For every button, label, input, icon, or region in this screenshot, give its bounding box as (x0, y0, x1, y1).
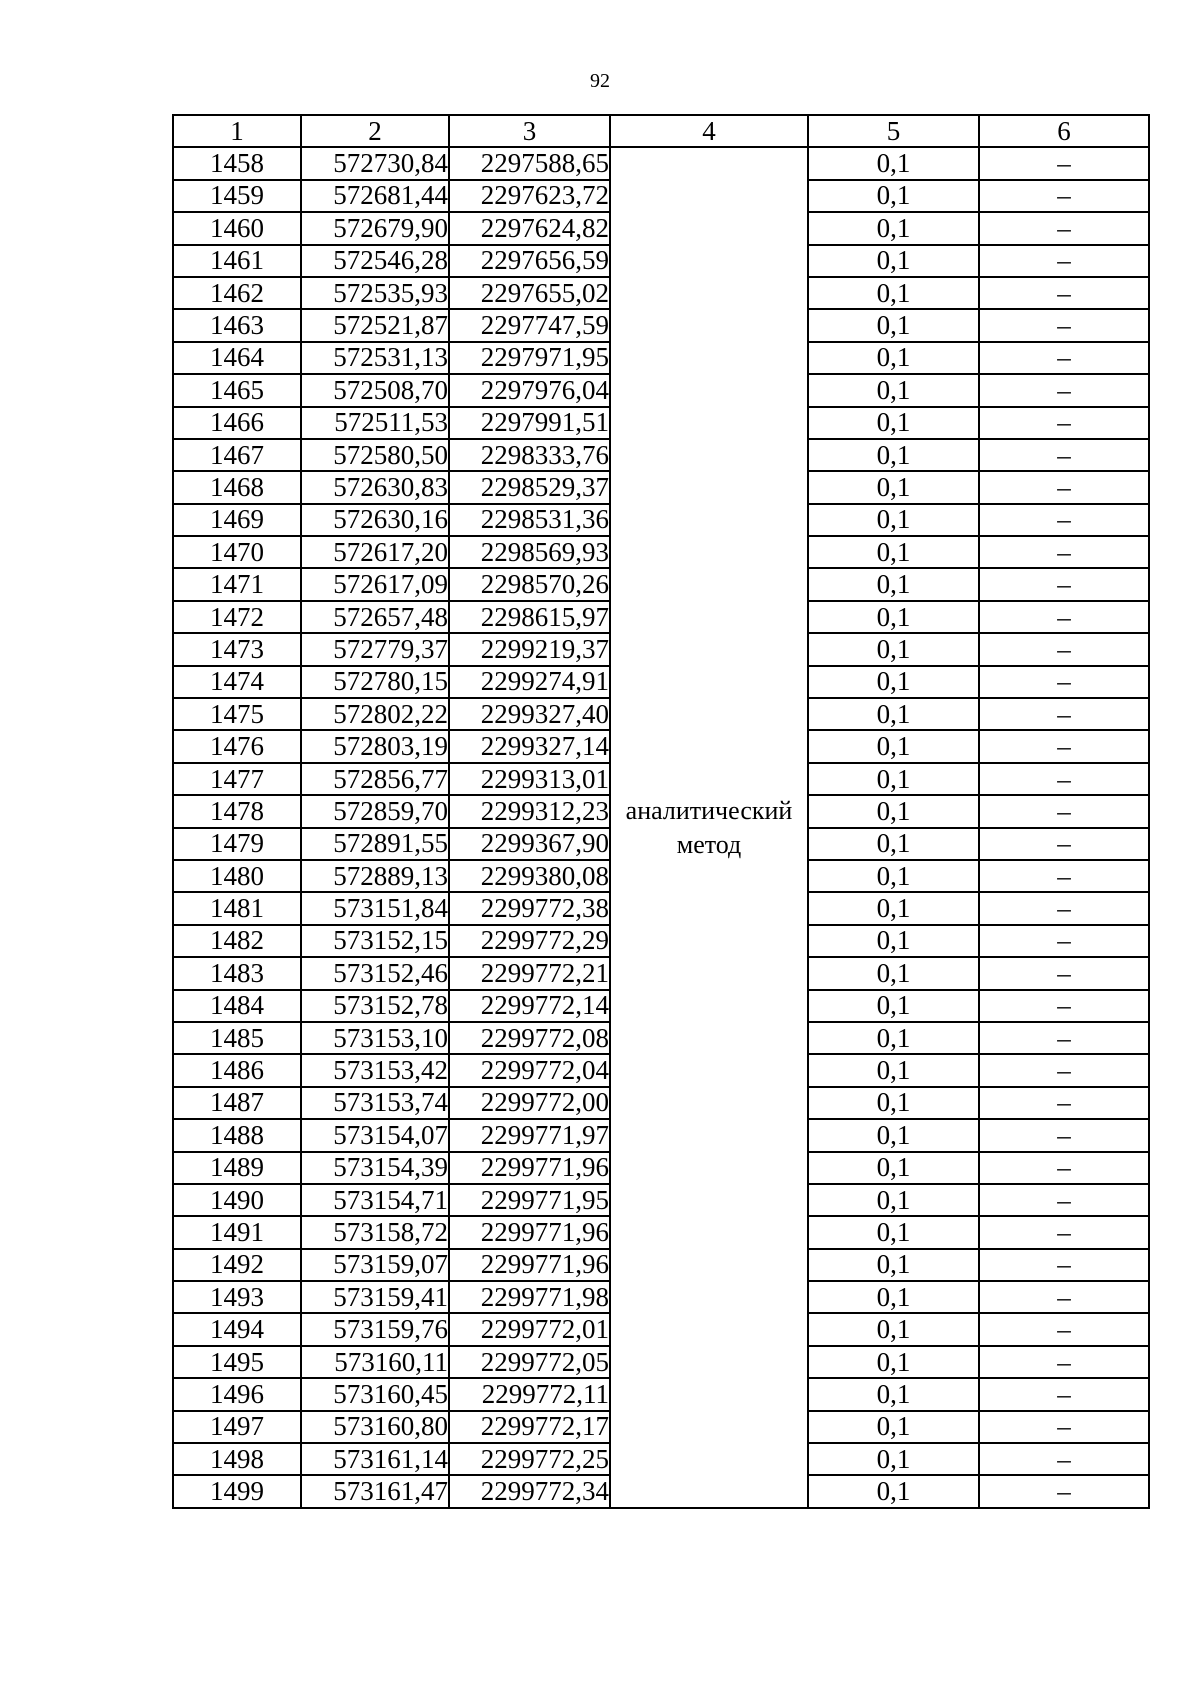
description-cell: – (979, 1022, 1149, 1054)
coordinates-table (172, 114, 1150, 1509)
y-coordinate-cell: 2299327,40 (449, 698, 610, 730)
accuracy-cell: 0,1 (808, 990, 979, 1022)
x-coordinate-cell: 573152,78 (301, 990, 449, 1022)
y-coordinate-cell: 2297976,04 (449, 374, 610, 406)
accuracy-cell: 0,1 (808, 1411, 979, 1443)
y-coordinate-cell: 2298531,36 (449, 504, 610, 536)
accuracy-cell: 0,1 (808, 633, 979, 665)
y-coordinate-cell: 2297623,72 (449, 180, 610, 212)
table-row (173, 147, 1149, 179)
description-cell: – (979, 1054, 1149, 1086)
x-coordinate-cell: 573152,15 (301, 925, 449, 957)
y-coordinate-cell: 2297656,59 (449, 245, 610, 277)
x-coordinate-cell: 572891,55 (301, 828, 449, 860)
description-cell: – (979, 828, 1149, 860)
x-coordinate-cell: 573160,80 (301, 1411, 449, 1443)
point-number-cell: 1497 (173, 1411, 301, 1443)
page-number: 92 (590, 70, 610, 92)
table-body (173, 147, 1149, 1507)
accuracy-cell: 0,1 (808, 1443, 979, 1475)
accuracy-cell: 0,1 (808, 180, 979, 212)
point-number-cell: 1478 (173, 795, 301, 827)
description-cell: – (979, 245, 1149, 277)
x-coordinate-cell: 572580,50 (301, 439, 449, 471)
description-cell: – (979, 957, 1149, 989)
accuracy-cell: 0,1 (808, 698, 979, 730)
x-coordinate-cell: 573160,11 (301, 1346, 449, 1378)
y-coordinate-cell: 2299772,01 (449, 1313, 610, 1345)
description-cell: – (979, 730, 1149, 762)
x-coordinate-cell: 572679,90 (301, 212, 449, 244)
x-coordinate-cell: 573154,71 (301, 1184, 449, 1216)
point-number-cell: 1482 (173, 925, 301, 957)
point-number-cell: 1460 (173, 212, 301, 244)
point-number-cell: 1458 (173, 147, 301, 179)
accuracy-cell: 0,1 (808, 504, 979, 536)
description-cell: – (979, 601, 1149, 633)
point-number-cell: 1492 (173, 1249, 301, 1281)
y-coordinate-cell: 2299274,91 (449, 666, 610, 698)
description-cell: – (979, 1216, 1149, 1248)
header-col-1: 1 (173, 115, 301, 147)
y-coordinate-cell: 2299312,23 (449, 795, 610, 827)
method-text-line-1: аналитический (625, 795, 793, 825)
x-coordinate-cell: 573159,07 (301, 1249, 449, 1281)
x-coordinate-cell: 573161,14 (301, 1443, 449, 1475)
x-coordinate-cell: 572859,70 (301, 795, 449, 827)
y-coordinate-cell: 2299772,11 (449, 1378, 610, 1410)
y-coordinate-cell: 2297588,65 (449, 147, 610, 179)
x-coordinate-cell: 572802,22 (301, 698, 449, 730)
y-coordinate-cell: 2299772,17 (449, 1411, 610, 1443)
header-col-5: 5 (808, 115, 979, 147)
point-number-cell: 1470 (173, 536, 301, 568)
point-number-cell: 1471 (173, 568, 301, 600)
y-coordinate-cell: 2297624,82 (449, 212, 610, 244)
accuracy-cell: 0,1 (808, 892, 979, 924)
accuracy-cell: 0,1 (808, 309, 979, 341)
accuracy-cell: 0,1 (808, 1152, 979, 1184)
y-coordinate-cell: 2299772,05 (449, 1346, 610, 1378)
accuracy-cell: 0,1 (808, 860, 979, 892)
accuracy-cell: 0,1 (808, 342, 979, 374)
x-coordinate-cell: 572531,13 (301, 342, 449, 374)
y-coordinate-cell: 2299772,25 (449, 1443, 610, 1475)
y-coordinate-cell: 2299219,37 (449, 633, 610, 665)
x-coordinate-cell: 573160,45 (301, 1378, 449, 1410)
description-cell: – (979, 504, 1149, 536)
accuracy-cell: 0,1 (808, 1249, 979, 1281)
description-cell: – (979, 1249, 1149, 1281)
description-cell: – (979, 633, 1149, 665)
y-coordinate-cell: 2299771,95 (449, 1184, 610, 1216)
x-coordinate-cell: 572508,70 (301, 374, 449, 406)
point-number-cell: 1496 (173, 1378, 301, 1410)
y-coordinate-cell: 2299771,96 (449, 1249, 610, 1281)
accuracy-cell: 0,1 (808, 1054, 979, 1086)
x-coordinate-cell: 573152,46 (301, 957, 449, 989)
x-coordinate-cell: 573159,41 (301, 1281, 449, 1313)
description-cell: – (979, 309, 1149, 341)
accuracy-cell: 0,1 (808, 795, 979, 827)
accuracy-cell: 0,1 (808, 1313, 979, 1345)
description-cell: – (979, 439, 1149, 471)
description-cell: – (979, 374, 1149, 406)
y-coordinate-cell: 2298333,76 (449, 439, 610, 471)
x-coordinate-cell: 573154,39 (301, 1152, 449, 1184)
point-number-cell: 1472 (173, 601, 301, 633)
point-number-cell: 1466 (173, 407, 301, 439)
method-cell (610, 147, 808, 1507)
point-number-cell: 1468 (173, 471, 301, 503)
accuracy-cell: 0,1 (808, 407, 979, 439)
y-coordinate-cell: 2298570,26 (449, 568, 610, 600)
accuracy-cell: 0,1 (808, 957, 979, 989)
x-coordinate-cell: 573158,72 (301, 1216, 449, 1248)
point-number-cell: 1479 (173, 828, 301, 860)
y-coordinate-cell: 2297991,51 (449, 407, 610, 439)
description-cell: – (979, 763, 1149, 795)
description-cell: – (979, 1152, 1149, 1184)
accuracy-cell: 0,1 (808, 666, 979, 698)
description-cell: – (979, 1475, 1149, 1507)
description-cell: – (979, 180, 1149, 212)
y-coordinate-cell: 2299771,97 (449, 1119, 610, 1151)
x-coordinate-cell: 572630,16 (301, 504, 449, 536)
description-cell: – (979, 1411, 1149, 1443)
x-coordinate-cell: 572681,44 (301, 180, 449, 212)
description-cell: – (979, 1313, 1149, 1345)
point-number-cell: 1483 (173, 957, 301, 989)
x-coordinate-cell: 572546,28 (301, 245, 449, 277)
x-coordinate-cell: 573151,84 (301, 892, 449, 924)
description-cell: – (979, 342, 1149, 374)
x-coordinate-cell: 572535,93 (301, 277, 449, 309)
accuracy-cell: 0,1 (808, 1216, 979, 1248)
point-number-cell: 1469 (173, 504, 301, 536)
x-coordinate-cell: 572856,77 (301, 763, 449, 795)
point-number-cell: 1480 (173, 860, 301, 892)
y-coordinate-cell: 2299772,00 (449, 1087, 610, 1119)
x-coordinate-cell: 573154,07 (301, 1119, 449, 1151)
accuracy-cell: 0,1 (808, 763, 979, 795)
y-coordinate-cell: 2299327,14 (449, 730, 610, 762)
y-coordinate-cell: 2297655,02 (449, 277, 610, 309)
table-header-row (173, 115, 1149, 147)
y-coordinate-cell: 2298569,93 (449, 536, 610, 568)
description-cell: – (979, 536, 1149, 568)
accuracy-cell: 0,1 (808, 277, 979, 309)
point-number-cell: 1498 (173, 1443, 301, 1475)
x-coordinate-cell: 572730,84 (301, 147, 449, 179)
accuracy-cell: 0,1 (808, 1184, 979, 1216)
description-cell: – (979, 568, 1149, 600)
point-number-cell: 1484 (173, 990, 301, 1022)
description-cell: – (979, 892, 1149, 924)
accuracy-cell: 0,1 (808, 568, 979, 600)
x-coordinate-cell: 573159,76 (301, 1313, 449, 1345)
y-coordinate-cell: 2299771,96 (449, 1216, 610, 1248)
y-coordinate-cell: 2299771,96 (449, 1152, 610, 1184)
point-number-cell: 1493 (173, 1281, 301, 1313)
point-number-cell: 1487 (173, 1087, 301, 1119)
accuracy-cell: 0,1 (808, 925, 979, 957)
point-number-cell: 1489 (173, 1152, 301, 1184)
accuracy-cell: 0,1 (808, 730, 979, 762)
x-coordinate-cell: 572657,48 (301, 601, 449, 633)
x-coordinate-cell: 572511,53 (301, 407, 449, 439)
point-number-cell: 1467 (173, 439, 301, 471)
y-coordinate-cell: 2298615,97 (449, 601, 610, 633)
description-cell: – (979, 1184, 1149, 1216)
description-cell: – (979, 1281, 1149, 1313)
y-coordinate-cell: 2298529,37 (449, 471, 610, 503)
x-coordinate-cell: 572889,13 (301, 860, 449, 892)
y-coordinate-cell: 2299772,21 (449, 957, 610, 989)
point-number-cell: 1486 (173, 1054, 301, 1086)
y-coordinate-cell: 2297747,59 (449, 309, 610, 341)
description-cell: – (979, 212, 1149, 244)
point-number-cell: 1490 (173, 1184, 301, 1216)
description-cell: – (979, 147, 1149, 179)
point-number-cell: 1459 (173, 180, 301, 212)
y-coordinate-cell: 2299380,08 (449, 860, 610, 892)
y-coordinate-cell: 2299772,29 (449, 925, 610, 957)
point-number-cell: 1463 (173, 309, 301, 341)
point-number-cell: 1465 (173, 374, 301, 406)
x-coordinate-cell: 572780,15 (301, 666, 449, 698)
description-cell: – (979, 1378, 1149, 1410)
point-number-cell: 1477 (173, 763, 301, 795)
accuracy-cell: 0,1 (808, 536, 979, 568)
accuracy-cell: 0,1 (808, 471, 979, 503)
x-coordinate-cell: 572779,37 (301, 633, 449, 665)
point-number-cell: 1474 (173, 666, 301, 698)
description-cell: – (979, 990, 1149, 1022)
accuracy-cell: 0,1 (808, 212, 979, 244)
x-coordinate-cell: 573153,10 (301, 1022, 449, 1054)
accuracy-cell: 0,1 (808, 245, 979, 277)
header-col-3: 3 (449, 115, 610, 147)
header-col-6: 6 (979, 115, 1149, 147)
x-coordinate-cell: 573161,47 (301, 1475, 449, 1507)
x-coordinate-cell: 573153,74 (301, 1087, 449, 1119)
description-cell: – (979, 860, 1149, 892)
header-col-4: 4 (610, 115, 808, 147)
accuracy-cell: 0,1 (808, 439, 979, 471)
accuracy-cell: 0,1 (808, 374, 979, 406)
y-coordinate-cell: 2299367,90 (449, 828, 610, 860)
x-coordinate-cell: 572617,20 (301, 536, 449, 568)
point-number-cell: 1481 (173, 892, 301, 924)
description-cell: – (979, 925, 1149, 957)
accuracy-cell: 0,1 (808, 828, 979, 860)
y-coordinate-cell: 2299771,98 (449, 1281, 610, 1313)
point-number-cell: 1499 (173, 1475, 301, 1507)
accuracy-cell: 0,1 (808, 1346, 979, 1378)
point-number-cell: 1473 (173, 633, 301, 665)
accuracy-cell: 0,1 (808, 1022, 979, 1054)
description-cell: – (979, 471, 1149, 503)
description-cell: – (979, 795, 1149, 827)
point-number-cell: 1476 (173, 730, 301, 762)
description-cell: – (979, 1119, 1149, 1151)
point-number-cell: 1485 (173, 1022, 301, 1054)
x-coordinate-cell: 572803,19 (301, 730, 449, 762)
y-coordinate-cell: 2299772,34 (449, 1475, 610, 1507)
y-coordinate-cell: 2299772,08 (449, 1022, 610, 1054)
description-cell: – (979, 1443, 1149, 1475)
accuracy-cell: 0,1 (808, 147, 979, 179)
accuracy-cell: 0,1 (808, 601, 979, 633)
description-cell: – (979, 666, 1149, 698)
description-cell: – (979, 698, 1149, 730)
point-number-cell: 1488 (173, 1119, 301, 1151)
description-cell: – (979, 407, 1149, 439)
description-cell: – (979, 277, 1149, 309)
point-number-cell: 1495 (173, 1346, 301, 1378)
x-coordinate-cell: 573153,42 (301, 1054, 449, 1086)
x-coordinate-cell: 572617,09 (301, 568, 449, 600)
accuracy-cell: 0,1 (808, 1087, 979, 1119)
x-coordinate-cell: 572630,83 (301, 471, 449, 503)
accuracy-cell: 0,1 (808, 1378, 979, 1410)
accuracy-cell: 0,1 (808, 1281, 979, 1313)
method-text-line-2: метод (676, 829, 742, 859)
y-coordinate-cell: 2299313,01 (449, 763, 610, 795)
point-number-cell: 1461 (173, 245, 301, 277)
y-coordinate-cell: 2297971,95 (449, 342, 610, 374)
description-cell: – (979, 1346, 1149, 1378)
point-number-cell: 1494 (173, 1313, 301, 1345)
y-coordinate-cell: 2299772,14 (449, 990, 610, 1022)
point-number-cell: 1491 (173, 1216, 301, 1248)
point-number-cell: 1475 (173, 698, 301, 730)
header-col-2: 2 (301, 115, 449, 147)
point-number-cell: 1464 (173, 342, 301, 374)
y-coordinate-cell: 2299772,38 (449, 892, 610, 924)
accuracy-cell: 0,1 (808, 1119, 979, 1151)
x-coordinate-cell: 572521,87 (301, 309, 449, 341)
point-number-cell: 1462 (173, 277, 301, 309)
description-cell: – (979, 1087, 1149, 1119)
accuracy-cell: 0,1 (808, 1475, 979, 1507)
y-coordinate-cell: 2299772,04 (449, 1054, 610, 1086)
